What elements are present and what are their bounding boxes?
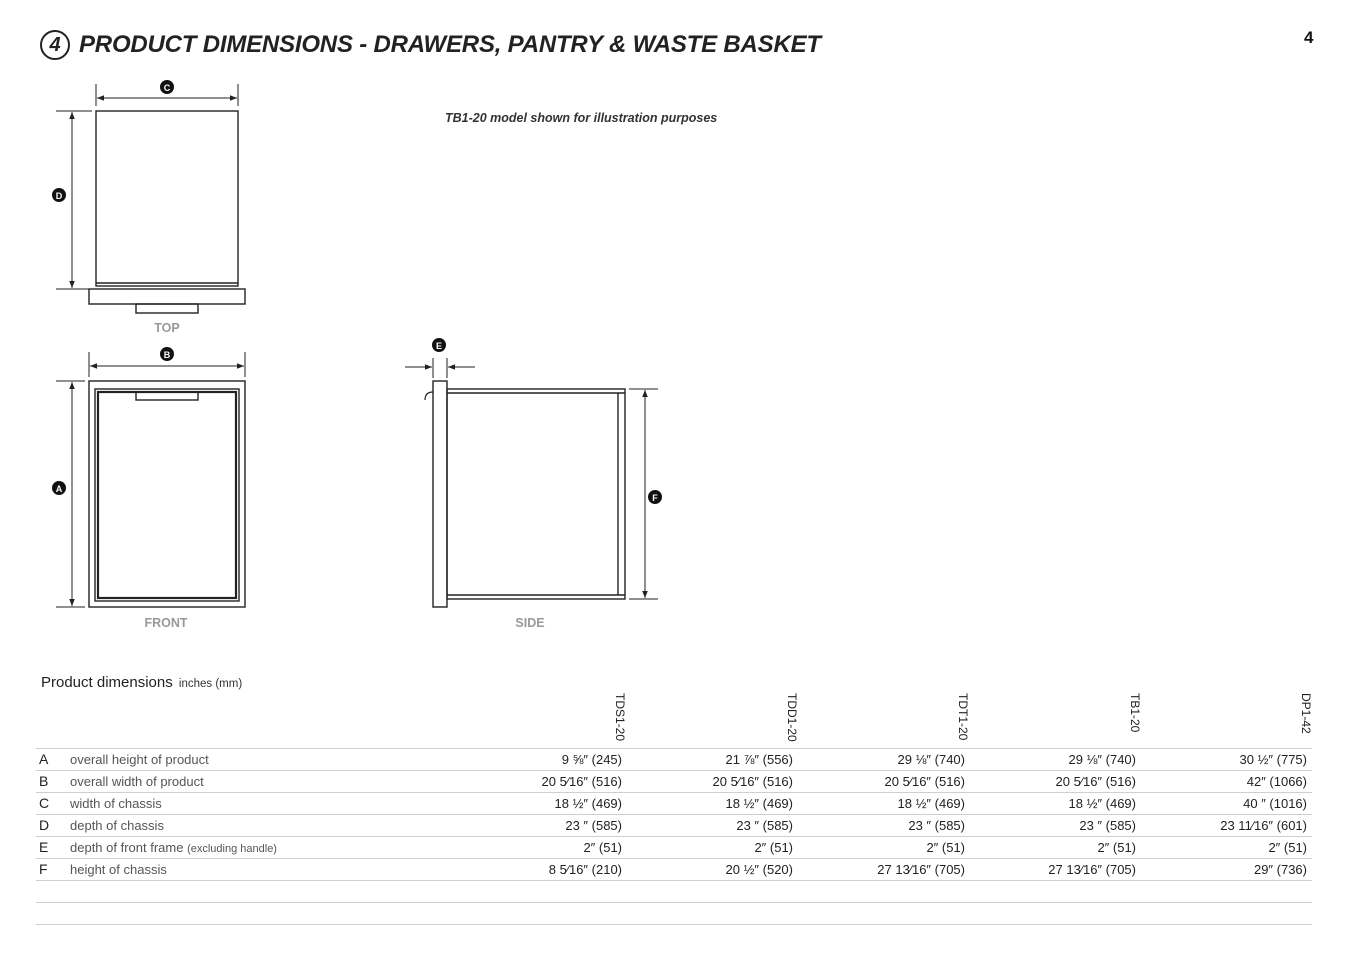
row-code: A: [39, 751, 49, 767]
cell-value: 40 ″ (1016): [1243, 796, 1307, 811]
side-view-label: SIDE: [515, 616, 545, 630]
row-label: height of chassis: [70, 862, 167, 877]
divider: [36, 924, 1312, 925]
cell-value: 2″ (51): [583, 840, 622, 855]
model-header: TB1-20: [1128, 693, 1142, 733]
callout-b: [160, 347, 174, 361]
model-header: DP1-42: [1299, 693, 1313, 734]
cell-value: 21 ⅞″ (556): [725, 752, 793, 767]
callout-d: [52, 188, 66, 202]
svg-text:B: B: [163, 350, 171, 360]
table-row: [36, 858, 1312, 881]
cell-value: 30 ½″ (775): [1239, 752, 1307, 767]
row-label: width of chassis: [70, 796, 162, 811]
cell-value: 9 ⅝″ (245): [561, 752, 622, 767]
cell-value: 29 ⅛″ (740): [1068, 752, 1136, 767]
cell-value: 29″ (736): [1253, 862, 1307, 877]
table-row: [36, 792, 1312, 814]
row-label: overall height of product: [70, 752, 209, 767]
cell-value: 2″ (51): [754, 840, 793, 855]
row-code: E: [39, 839, 49, 855]
cell-value: 23 ″ (585): [736, 818, 793, 833]
svg-text:C: C: [163, 83, 171, 93]
top-view-label: TOP: [154, 321, 180, 335]
cell-value: 20 5⁄16″ (516): [712, 774, 793, 789]
callout-f: [648, 490, 662, 504]
side-view-drawing: [405, 358, 658, 607]
dimensions-table-heading: [41, 674, 242, 691]
cell-value: 23 11⁄16″ (601): [1220, 818, 1307, 833]
row-label-note: (excluding handle): [187, 843, 277, 855]
row-code: D: [39, 817, 50, 833]
dimensions-table-title: Product dimensions: [41, 674, 173, 691]
cell-value: 42″ (1066): [1246, 774, 1307, 789]
table-row: [36, 814, 1312, 836]
dimensions-table: [36, 748, 1312, 881]
model-header: TDS1-20: [613, 693, 627, 742]
front-view-label: FRONT: [144, 616, 188, 630]
callout-a: [52, 481, 66, 495]
svg-text:A: A: [55, 484, 63, 494]
table-row: [36, 770, 1312, 792]
row-code: B: [39, 773, 49, 789]
cell-value: 18 ½″ (469): [725, 796, 793, 811]
row-label: depth of front frame (excluding handle): [70, 840, 277, 855]
model-header: TDD1-20: [785, 693, 799, 742]
cell-value: 8 5⁄16″ (210): [548, 862, 622, 877]
svg-text:D: D: [55, 191, 63, 201]
page-title: PRODUCT DIMENSIONS - DRAWERS, PANTRY & WASTE BASKET: [79, 31, 821, 58]
svg-text:E: E: [435, 341, 443, 351]
cell-value: 29 ⅛″ (740): [897, 752, 965, 767]
cell-value: 23 ″ (585): [565, 818, 622, 833]
cell-value: 2″ (51): [1268, 840, 1307, 855]
callout-e: [432, 338, 446, 352]
cell-value: 18 ½″ (469): [897, 796, 965, 811]
row-code: C: [39, 795, 50, 811]
row-label: overall width of product: [70, 774, 204, 789]
illustration-note: TB1-20 model shown for illustration purposes: [445, 111, 718, 125]
section-number-badge: 4: [40, 30, 70, 60]
front-view-drawing: [56, 352, 245, 607]
cell-value: 20 5⁄16″ (516): [541, 774, 622, 789]
cell-value: 27 13⁄16″ (705): [1048, 862, 1136, 877]
cell-value: 2″ (51): [1097, 840, 1136, 855]
callout-c: [160, 80, 174, 94]
row-code: F: [39, 861, 48, 877]
cell-value: 2″ (51): [926, 840, 965, 855]
cell-value: 23 ″ (585): [1079, 818, 1136, 833]
cell-value: 20 5⁄16″ (516): [1055, 774, 1136, 789]
table-row: [36, 748, 1312, 770]
cell-value: 18 ½″ (469): [1068, 796, 1136, 811]
top-view-drawing: [56, 84, 245, 313]
table-row: [36, 836, 1312, 858]
cell-value: 27 13⁄16″ (705): [877, 862, 965, 877]
cell-value: 20 5⁄16″ (516): [884, 774, 965, 789]
row-label: depth of chassis: [70, 818, 164, 833]
svg-text:F: F: [652, 493, 658, 503]
cell-value: 18 ½″ (469): [554, 796, 622, 811]
divider: [36, 902, 1312, 903]
model-header: TDT1-20: [956, 693, 970, 741]
cell-value: 23 ″ (585): [908, 818, 965, 833]
cell-value: 20 ½″ (520): [725, 862, 793, 877]
dimensions-unit: inches (mm): [178, 678, 243, 690]
page-number: 4: [1304, 28, 1314, 47]
